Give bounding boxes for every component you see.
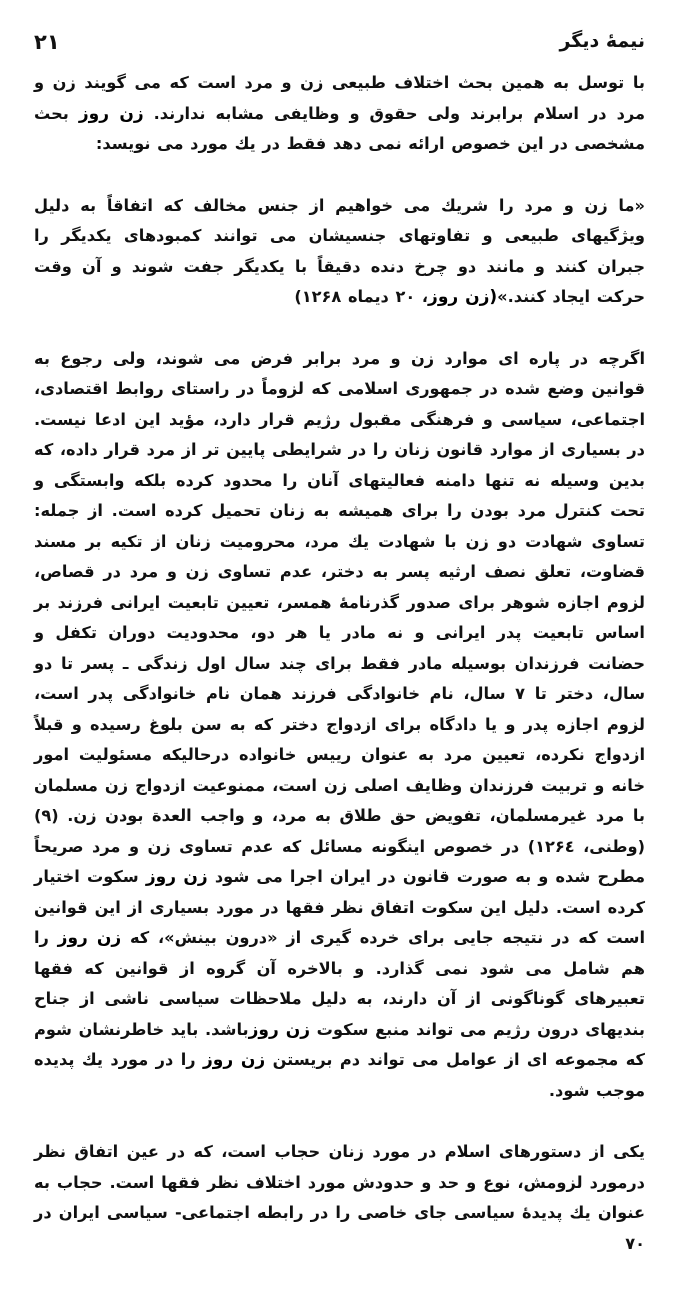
text-run: را در مورد یك پدیده موجب شود. (34, 1050, 645, 1100)
text-run: یکی از دستورهای اسلام در مورد زنان حجاب است، که در عین اتفاق نظر درمورد لزومش، نوع و حد و حدودش مورد اختلاف نظر فقها است. حجاب به عنوان یك پدیدهٔ سیاسی جای خاصی را در رابطه اجتماعی- سیاسی ایران در ۷۰ (34, 1142, 645, 1253)
publication-name: زن روز (145, 867, 208, 887)
paragraph-quote (34, 191, 645, 313)
text-run: اگرچه در پاره ای موارد زن و مرد برابر فرض می شوند، ولی رجوع به قوانین وضع شده در جمهوری اسلامی که لزوماً در راستای روابط اقتصادی، اجتماعی، سیاسی و فرهنگی مقبول رژیم قرار دارد، مؤید این ادعا نیست. در بسیاری از موارد قانون زنان را در شرایطی پایین تر از مرد قرار داده، که بدین وسیله نه تنها دامنه فعالیتهای آنان را محدود کرده بلکه وابستگی و تحت کنترل مرد بودن را برای همیشه به زنان تحمیل کرده است. از جمله: تساوی شهادت دو زن با شهادت یك مرد، محرومیت زنان از تکیه بر مسند قضاوت، تعلق نصف ارثیه پسر به دختر، عدم تساوی زن و مرد در قصاص، لزوم اجازه شوهر برای صدور گذرنامهٔ همسر، تعیین تابعیت ایرانی فرزند بر اساس تابعیت پدر ایرانی و نه مادر یا هر دو، محدودیت دوران تکفل و حضانت فرزندان بوسیله مادر فقط برای چند سال اول زندگی ـ پسر تا دو سال، دختر تا ۷ سال، نام خانوادگی فرزند همان نام خانوادگی پدر است، لزوم اجازه پدر و یا دادگاه برای ازدواج دختر که به سن بلوغ رسیده و قبلاً ازدواج نکرده، تعیین مرد به عنوان رییس خانواده درحالیکه مسئولیت امور خانه و تربیت فرزندان وظایف اصلی زن است، ممنوعیت ازدواج زن مسلمان با مرد غیرمسلمان، تفویض حق طلاق به مرد، و واجب العدة بودن زن. (۹) (وطنی، ۱۲۶٤) در خصوص اینگونه مسائل که عدم تساوی زن و مرد صریحاً مطرح شده و به صورت قانون در ایران اجرا می شود (34, 348, 645, 886)
running-title: نیمهٔ دیگر (559, 30, 645, 52)
paragraph-intro (34, 68, 645, 160)
publication-name: زن روز (78, 103, 144, 124)
quote-text: «ما زن و مرد را شریك می خواهیم از جنس مخالف که اتفاقاً به دلیل ویژگیهای طبیعی و تفاوتهای جنسیشان می توانند کمبودهای یکدیگر را جبران کنند و مانند دو چرخ دنده دقیقاً با یکدیگر جفت شوند و آن وقت حرکت ایجاد کنند.» (34, 195, 645, 306)
paragraph-laws (34, 344, 645, 1107)
body-text (34, 68, 645, 1290)
publication-name: زن روز (248, 1019, 311, 1040)
publication-name: زن روز (57, 928, 122, 948)
page-header (34, 30, 645, 56)
text-run: را هم شامل می شود نمی گذارد. و بالاخره آن گروه از قوانین که فقها تعبیرهای گوناگونی از آن دارند، به دلیل ملاحظات سیاسی ناشی از جناح بندیهای درون رژیم می تواند منبع سکوت (34, 928, 645, 1039)
text-run: سکوت اختیار کرده است. دلیل این سکوت اتفاق نظر فقها در مورد بسیاری از این قوانین است که در نتیجه جایی برای خرده گیری از «درون بینش»، که (34, 867, 646, 947)
citation-date: ، ۲۰ دیماه ۱۲۶۸) (294, 287, 429, 306)
text-run: بحث مشخصی در این خصوص ارائه نمی دهد فقط در یك مورد می نویسد: (34, 103, 645, 153)
text-run: باشد. باید خاطرنشان شوم که مجموعه ای از عوامل می تواند دم بریستن (34, 1019, 645, 1069)
text-run: با توسل به همین بحث اختلاف طبیعی زن و مرد است که می گویند زن و مرد در اسلام برابرند ولی حقوق و وظایفی مشابه ندارند. (34, 73, 645, 123)
publication-name: زن روز (203, 1050, 266, 1070)
paragraph-hijab (34, 1137, 645, 1259)
page-number: ۲۱ (34, 30, 60, 54)
publication-name: (زن روز (428, 287, 498, 307)
